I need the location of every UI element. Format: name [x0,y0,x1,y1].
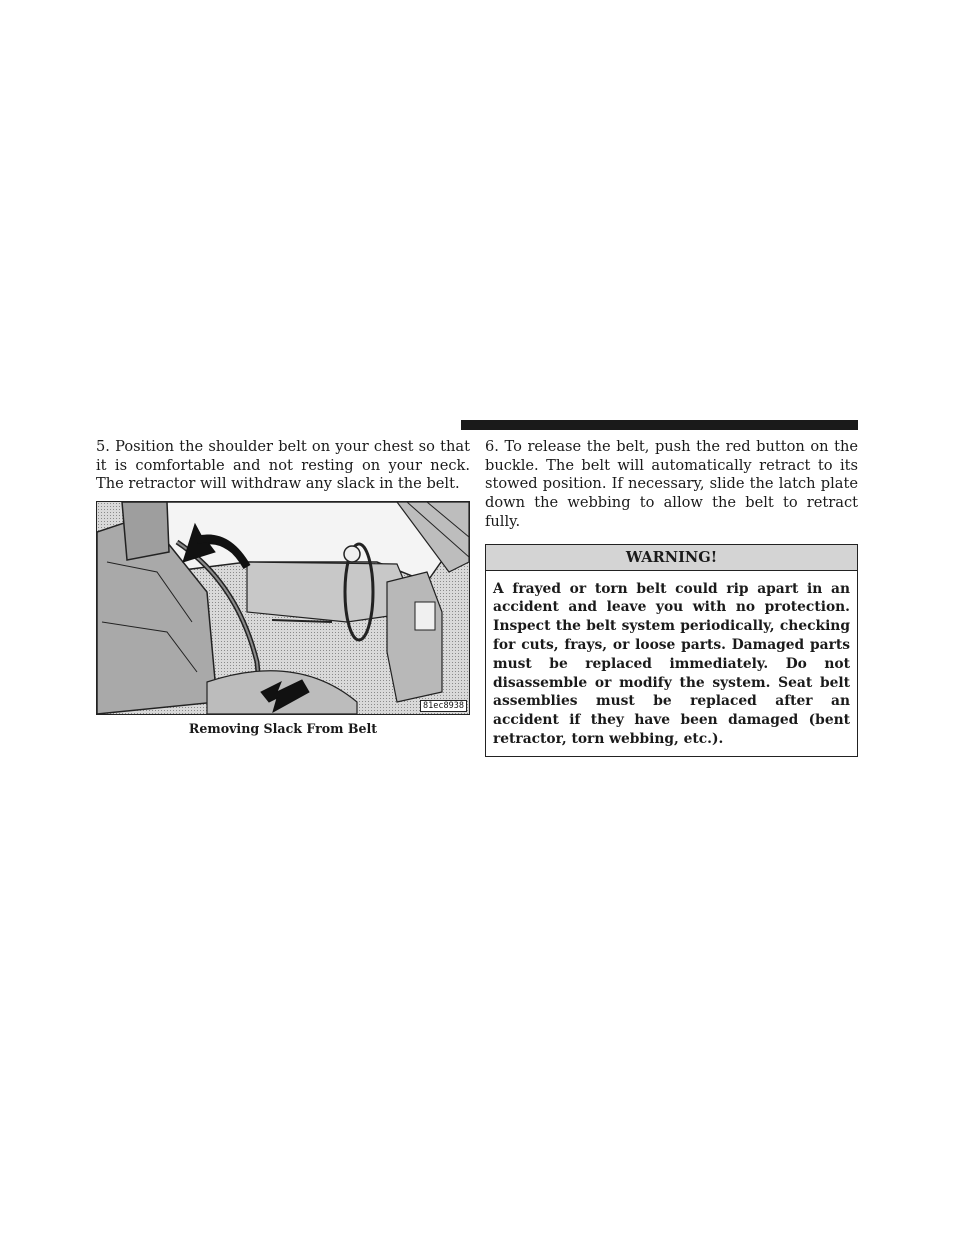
warning-box [485,544,858,757]
center-console [387,572,442,702]
console-display [415,602,435,630]
left-column [96,438,470,736]
warning-body: A frayed or torn belt could rip apart in an accident and leave you with no protection. Inspect the belt system periodically, checking for cuts, frays, or loose parts. Damaged parts must be replaced immediately. Do not disassemble or modify the system. Seat belt assemblies must be replaced after an accident if they have been damaged (bent retractor, torn webbing, etc.). [493,580,850,747]
right-column [485,438,858,757]
step-5-paragraph: 5. Position the shoulder belt on your chest so that it is comfortable and not resting on your neck. The retractor will withdraw any slack in the belt. [96,438,470,493]
step-6-paragraph: 6. To release the belt, push the red button on the buckle. The belt will automatically retract to its stowed position. If necessary, slide the latch plate down the webbing to allow the belt to retract fully. [485,438,858,530]
mirror [344,546,360,562]
header-rule [461,420,858,430]
seat-belt-illustration [96,501,470,715]
warning-title: WARNING! [486,545,857,571]
headrest [122,502,169,560]
figure-caption: Removing Slack From Belt [188,721,378,737]
figure-code: 81ec8938 [420,700,467,712]
car-interior-drawing [97,502,469,714]
